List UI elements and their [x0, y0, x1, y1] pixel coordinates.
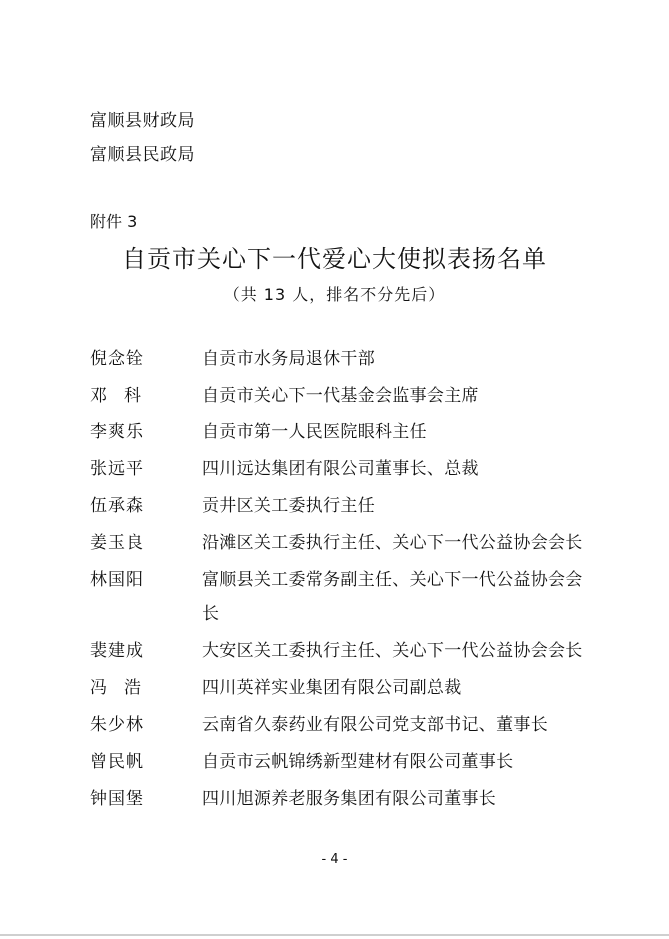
document-subtitle: （共 13 人，排名不分先后） [223, 285, 446, 304]
entry-name: 朱少林 [90, 715, 144, 735]
entry-desc: 贡井区关工委执行主任 [202, 496, 375, 516]
page-number: - 4 - [321, 852, 348, 867]
entry-name: 曾民帆 [90, 752, 144, 772]
recipient-line-2: 富顺县民政局 [90, 145, 195, 165]
entry-desc: 自贡市关心下一代基金会监事会主席 [202, 386, 479, 406]
entry-desc: 大安区关工委执行主任、关心下一代公益协会会长 [202, 641, 583, 661]
entry-name: 倪念铨 [90, 349, 144, 369]
entry-name: 伍承森 [90, 496, 144, 516]
entry-desc: 云南省久泰药业有限公司党支部书记、董事长 [202, 715, 548, 735]
page-bottom-divider [0, 934, 669, 936]
entry-desc: 自贡市云帆锦绣新型建材有限公司董事长 [202, 752, 514, 772]
entry-name: 裴建成 [90, 641, 144, 661]
entry-desc: 四川旭源养老服务集团有限公司董事长 [202, 789, 497, 809]
document-title: 自贡市关心下一代爱心大使拟表扬名单 [122, 245, 547, 273]
entry-desc: 富顺县关工委常务副主任、关心下一代公益协会会长 [202, 570, 583, 624]
entry-name: 李爽乐 [90, 422, 144, 442]
entry-name: 姜玉良 [90, 533, 144, 553]
entry-desc: 四川英祥实业集团有限公司副总裁 [202, 678, 462, 698]
entry-name: 邓 科 [90, 386, 141, 406]
attachment-label: 附件 3 [90, 212, 138, 231]
entry-name: 钟国堡 [90, 789, 144, 809]
entry-name: 张远平 [90, 459, 144, 479]
entry-name: 冯 浩 [90, 678, 141, 698]
entry-desc: 四川远达集团有限公司董事长、总裁 [202, 459, 479, 479]
entry-desc: 沿滩区关工委执行主任、关心下一代公益协会会长 [202, 533, 583, 553]
recipient-line-1: 富顺县财政局 [90, 111, 195, 131]
entry-name: 林国阳 [90, 570, 144, 590]
entry-desc: 自贡市水务局退休干部 [202, 349, 375, 369]
entry-desc: 自贡市第一人民医院眼科主任 [202, 422, 427, 442]
